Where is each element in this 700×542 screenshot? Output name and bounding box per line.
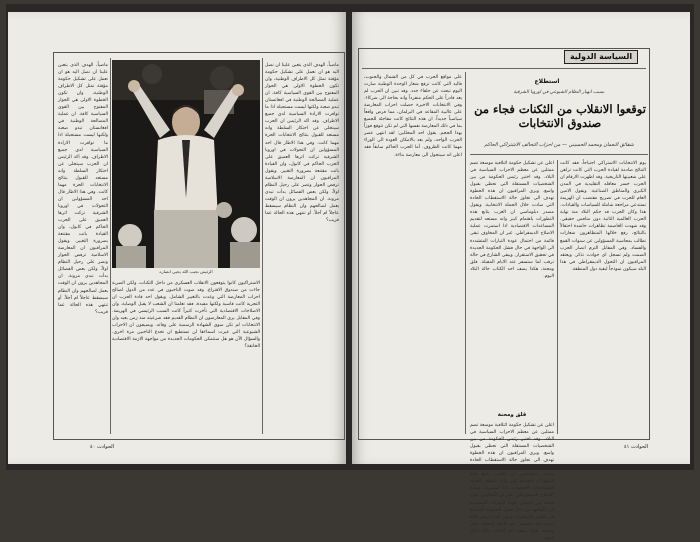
article-headline: توقعوا الانقلاب من الثكنات فجاء من صندوق الانتخابات bbox=[474, 102, 646, 130]
left-page-column-inner: ماضياً، الهدف الذي يتعين علينا ان نصل اليه هو ان نعمل على تشكيل حكومة مؤقتة تمثل كل الاطراف الوطنية، وان تكون الخطوة الاولى هي الحوار المفتوح بين القوى السياسية كافة. ان عملية المصالحة الوطنية في افغانستان تبدو صعبة ولكنها ليست مستحيلة اذا ما توافرت الارادة السياسية لدى جميع الاطراف. وقد اكد الرئيس ان الحزب سيتخلى عن احتكار السلطة وانه مستعد للقبول بنتائج الانتخابات الحرة مهما كانت. وفي هذا الاطار قال احد المسؤولين ان التحولات في اوروبا الشرقية تركت اثرها العميق على الحزب الحاكم في كابول، وان القيادة باتت مقتنعة بضرورة التغيير. ويقول المراقبون ان المعارضة الاسلامية ترفض الحوار وتصر على رحيل النظام اولاً، ولكن بعض الفصائل بدأت تبدي مرونة. ان المجاهدين يرون ان الوقت يعمل لصالحهم وان النظام سيسقط عاجلاً ام آجلاً. أو تنتهي هذه الحالة عما قريب؟ bbox=[265, 63, 339, 224]
left-page-column-under-photo: الاشتراكيون كانوا يتوقعون الانقلاب العسكري من داخل الثكنات، ولكن الضربة جاءت من صندوق الاقتراع. وقد صوت الناخبون في عدد من الدول لصالح احزاب المعارضة التي وعدت بالتغيير الشامل. ويقول احد قادة الحزب ان التجربة كانت قاسية ولكنها مفيدة، فقد تعلمنا ان الشعب لا يقبل الوصاية. وان الاصلاحات الاقتصادية التي تأخرت كثيراً كانت السبب الرئيسي في الهزيمة. وفي المقابل يرى المعارضون ان النظام القديم فقد شرعيته منذ زمن بعيد وان الانتخابات لم تكن سوى الشهادة الرسمية على وفاته. ويضيفون ان الاحزاب الشيوعية التي غيرت اسماءها لن تستطيع ان تخدع الناخبين مرة اخرى. والسؤال الآن هو هل ستتمكن الحكومات الجديدة من مواجهة الازمة الاقتصادية الخانقة؟ bbox=[112, 281, 260, 350]
left-page bbox=[8, 12, 346, 464]
news-photo bbox=[112, 60, 260, 268]
column-rule bbox=[465, 72, 466, 434]
photo-crowd-illustration bbox=[112, 60, 260, 268]
left-page-column-outer: ماضياً، الهدف الذي يتعين علينا ان نصل اليه هو ان نعمل على تشكيل حكومة مؤقتة تمثل كل الاطراف الوطنية، وان تكون الخطوة الاولى هي الحوار المفتوح بين القوى السياسية كافة. ان عملية المصالحة الوطنية في افغانستان تبدو صعبة ولكنها ليست مستحيلة اذا ما توافرت الارادة السياسية لدى جميع الاطراف. وقد اكد الرئيس ان الحزب سيتخلى عن احتكار السلطة وانه مستعد للقبول بنتائج الانتخابات الحرة مهما كانت. وفي هذا الاطار قال احد المسؤولين ان التحولات في اوروبا الشرقية تركت اثرها العميق على الحزب الحاكم في كابول، وان القيادة باتت مقتنعة بضرورة التغيير. ويقول المراقبون ان المعارضة الاسلامية ترفض الحوار وتصر على رحيل النظام اولاً، ولكن بعض الفصائل بدأت تبدي مرونة. ان المجاهدين يرون ان الوقت يعمل لصالحهم وان النظام سيسقط عاجلاً ام آجلاً. أو تنتهي هذه الحالة عما قريب؟ bbox=[58, 63, 108, 315]
right-page-column-middle-tail: اعلن عن تشكيل حكومة ائتلافية موسعة تضم ممثلين عن معظم الاحزاب السياسية في البلاد. وقد اختير رئيس الحكومة من بين الشخصيات المستقلة التي تحظى بقبول واسع. ويرى المراقبون ان هذه الخطوة تهدف الى تجاوز حالة الاستقطاب الحادة التي سادت خلال الحملة الانتخابية. ويقول مصدر دبلوماسي ان الغرب يتابع هذه التطورات باهتمام كبير وانه مستعد لتقديم المساعدات الاقتصادية اذا استمرت عملية الاصلاح الديمقراطي. غير ان المخاوف تبقى قائمة من احتمال عودة التيارات المتشددة الى الواجهة في حال فشل الحكومة الجديدة في تحقيق الاستقرار. ويبقى الشارع في حالة ترقب لما ستسفر عنه الايام المقبلة. قلق ومحنة، هكذا يصف احد الكتاب حالة البلاد اليوم. bbox=[470, 423, 554, 541]
column-rule bbox=[557, 160, 558, 434]
page-number-right: الحوادث ٤١ bbox=[623, 444, 648, 450]
article-subhead: قلق ومحنة bbox=[497, 412, 527, 418]
article-byline: شقائق النعمان ومحمد الحسيني — من احزاب التحالف الاشتراكي الحاكم bbox=[484, 142, 634, 148]
headline-rule bbox=[470, 154, 648, 155]
right-page-column-outer: يوم الانتخابات الاشتراكي اجتياحاً، فقد كانت النتائج صادمة لقيادة الحزب التي كانت تراهن على شعبيتها التاريخية. وقد اظهرت الارقام ان الحزب خسر معاقله التقليدية في المدن الكبرى والمناطق الصناعية. ويقول الامين العام للحزب في تصريح مقتضب ان الهزيمة تستدعي مراجعة شاملة للسياسات والقيادات. هذا وكان الحزب قد حكم البلاد منذ نهاية الحرب العالمية الثانية دون منافس حقيقي. وقد شهدت العاصمة تظاهرات حاشدة احتفالاً بالنتائج، رفع خلالها المتظاهرون شعارات تطالب بمحاسبة المسؤولين عن سنوات القمع والفساد. وفي المقابل التزم انصار الحزب الصمت ولم تسجل اي حوادث تذكر. ويعتقد المراقبون ان التحول الديمقراطي في هذا البلد سيكون نموذجاً لبقية دول المنطقة. bbox=[560, 161, 646, 272]
column-rule bbox=[262, 58, 263, 434]
right-page-column-middle: اعلن عن تشكيل حكومة ائتلافية موسعة تضم ممثلين عن معظم الاحزاب السياسية في البلاد. وقد اختير رئيس الحكومة من بين الشخصيات المستقلة التي تحظى بقبول واسع. ويرى المراقبون ان هذه الخطوة تهدف الى تجاوز حالة الاستقطاب الحادة التي سادت خلال الحملة الانتخابية. ويقول مصدر دبلوماسي ان الغرب يتابع هذه التطورات باهتمام كبير وانه مستعد لتقديم المساعدات الاقتصادية اذا استمرت عملية الاصلاح الديمقراطي. غير ان المخاوف تبقى قائمة من احتمال عودة التيارات المتشددة الى الواجهة في حال فشل الحكومة الجديدة في تحقيق الاستقرار. ويبقى الشارع في حالة ترقب لما ستسفر عنه الايام المقبلة. قلق ومحنة، هكذا يصف احد الكتاب حالة البلاد اليوم. bbox=[470, 161, 554, 279]
photo-caption: الرئيس نجيب الله يحيي انصاره bbox=[159, 269, 213, 274]
right-page-column-inner: على مواقع الحزب في كل من الشمال والجنوب، فاليد التي كانت ترفع شعار الوحدة الوطنية صارت اليوم تبحث عن حلفاء جدد. وقد تبين ان الحزب لم يعد قادراً على الحكم منفرداً وانه بحاجة الى شركاء. وفي الانتخابات الاخيرة حصلت احزاب المعارضة على غالبية المقاعد في البرلمان، مما فرض واقعاً سياسياً جديداً. ان هذه النتائج كانت مفاجئة للجميع بما في ذلك المعارضة نفسها التي لم تكن تتوقع فوزاً بهذا الحجم. يقول احد المحللين: لقد انتهى عصر الحزب الواحد، ولم يعد بالامكان العودة الى الوراء مهما كانت الظروف. أما الحزب الحاكم سابقاً فقد اعلن انه سيتحول الى معارضة بناءة. bbox=[364, 75, 462, 158]
right-page bbox=[352, 12, 690, 541]
section-rule bbox=[362, 68, 646, 69]
article-kicker: استطلاع bbox=[534, 78, 560, 85]
column-rule bbox=[110, 58, 111, 434]
page-number-left: الحوادث ٤٠ bbox=[89, 444, 114, 450]
article-subtitle: بسبب انهيار النظام الشيوعي في اوروبا الشرقية bbox=[513, 90, 605, 95]
magazine-spread bbox=[6, 4, 694, 541]
section-label: السياسة الدولية bbox=[564, 50, 638, 64]
